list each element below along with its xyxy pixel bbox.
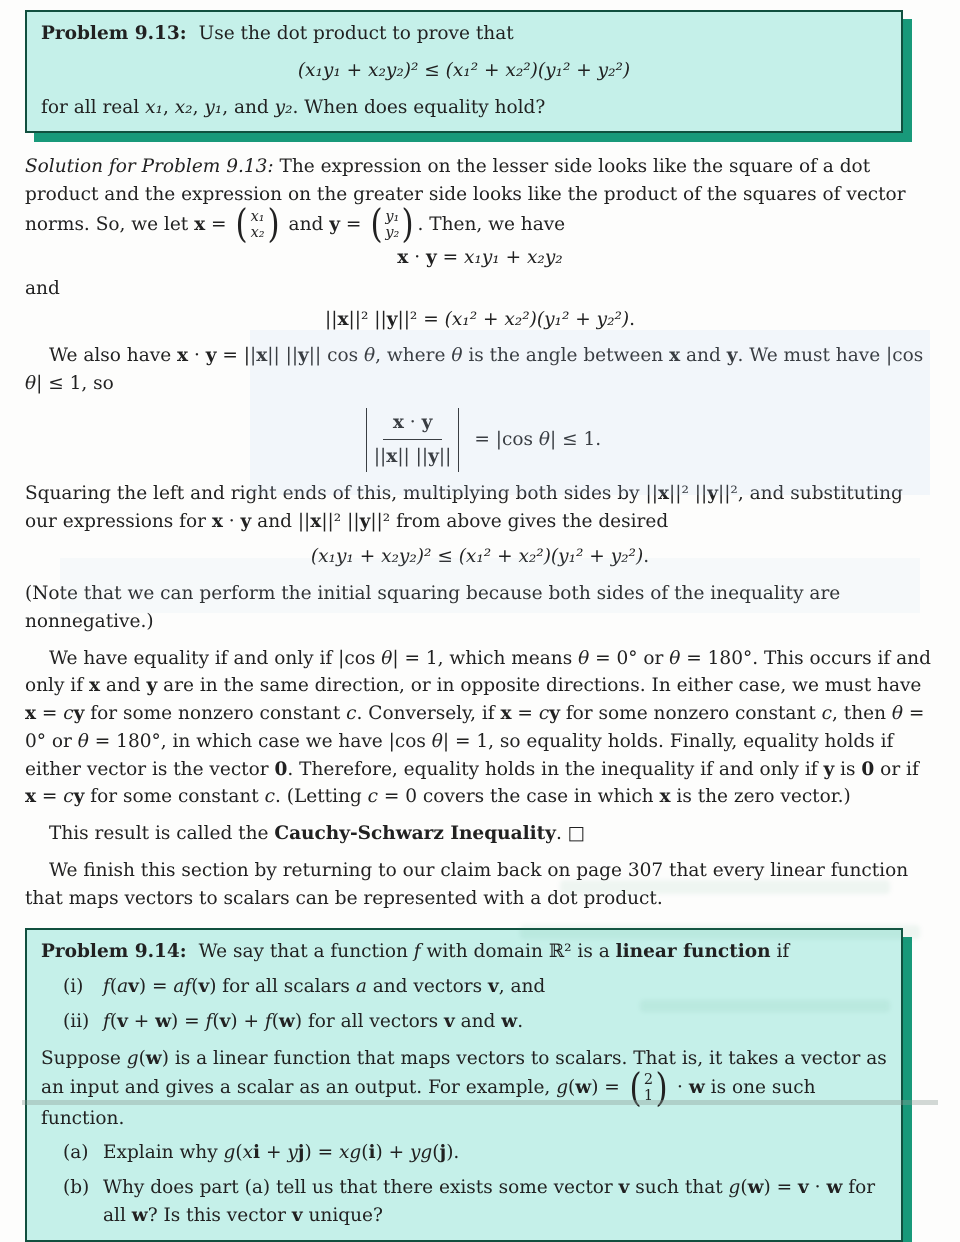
condition-i-label: (i) (63, 976, 84, 998)
condition-ii-text: f(v + w) = f(v) + f(w) for all vectors v and w. (103, 1010, 524, 1032)
equation-913: (x₁y₁ + x₂y₂)² ≤ (x₁² + x₂²)(y₁² + y₂²) (297, 59, 631, 81)
problem-913-title (41, 20, 887, 48)
part-a-label: (a) (63, 1142, 89, 1164)
column-vector: ( y₁ y₂ ) (370, 202, 414, 248)
problem-913-box (25, 10, 903, 133)
condition-ii-label: (ii) (63, 1010, 90, 1032)
solution-section (25, 153, 935, 912)
part-b-label: (b) (63, 1177, 90, 1199)
cauchy-schwarz-paragraph: This result is called the Cauchy-Schwarz Inequality. □ (49, 823, 586, 845)
fraction (374, 409, 452, 472)
part-b (63, 1174, 887, 1230)
solution-paragraph-1: Solution for Problem 9.13: The expression on the lesser side looks like the square of a dot product and the expression on the greater side looks like the product of the squares of vector norms. So, we let x = ( x₁ x₂ ) and y = ( y₁ y₂ ) . Then, we have (25, 156, 906, 248)
column-vector: ( x₁ x₂ ) (235, 202, 280, 248)
condition-i (63, 973, 887, 1001)
condition-i-text: f(av) = af(v) for all scalars a and vectors v, and (103, 976, 546, 998)
equality-paragraph: We have equality if and only if |cos θ| = 1, which means θ = 0° or θ = 180°. This occurs if and only if x and y are in the same direction, or in opposite directions. In either case, we must have x = cy for some nonzero constant c. Conversely, if x = cy for some nonzero constant c, then θ = 0° or θ = 180°, in which case we have |cos θ| = 1, so equality holds. Finally, equality holds if either vector is the vector 0. Therefore, equality holds in the inequality if and only if y is 0 or if x = cy for some constant c. (Letting c = 0 covers the case in which x is the zero vector.) (25, 647, 931, 808)
part-a-text: Explain why g(xi + yj) = xg(i) + yg(j). (103, 1142, 460, 1164)
fraction-denominator: ||x|| ||y|| (373, 446, 452, 468)
problem-913-label: Problem 9.13: (41, 23, 187, 44)
part-b-text: Why does part (a) tell us that there exists some vector v such that g(w) = v · w for all w? Is this vector v unique? (103, 1177, 876, 1226)
problem-914-box (25, 928, 903, 1241)
finish-paragraph: We finish this section by returning to our claim back on page 307 that every linear function that maps vectors to scalars can be represented with a dot product. (25, 859, 909, 909)
and-connector: and (25, 277, 60, 299)
solution-paragraph-3: Squaring the left and right ends of this, multiplying both sides by ||x||² ||y||², and substituting our expressions for x · y and ||x||² ||y||² from above gives the desired (25, 482, 903, 532)
problem-913-intro: Use the dot product to prove that (198, 23, 514, 44)
equation-norms: ||x||² ||y||² = (x₁² + x₂²)(y₁² + y₂²). (324, 308, 636, 330)
equation-dot-product: x · y = x₁y₁ + x₂y₂ (397, 247, 563, 269)
problem-914-title (41, 938, 887, 966)
problem-914-intro: We say that a function f with domain ℝ² is a linear function if (198, 941, 790, 963)
equation-abs-fraction (25, 408, 935, 472)
abs-bar-left (366, 408, 367, 472)
problem-913-outro: for all real x₁, x₂, y₁, and y₂. When does equality hold? (41, 96, 546, 118)
fraction-rhs: = |cos θ| ≤ 1. (474, 428, 602, 450)
column-vector: ( 2 1 ) (629, 1065, 668, 1111)
part-a (63, 1139, 887, 1167)
fraction-numerator: x · y (383, 409, 442, 441)
suppose-paragraph: Suppose g(w) is a linear function that maps vectors to scalars. That is, it takes a vector as an input and gives a scalar as an output. For example, g(w) = ( 2 1 ) · w is one such function. (41, 1047, 887, 1129)
equation-result: (x₁y₁ + x₂y₂)² ≤ (x₁² + x₂²)(y₁² + y₂²). (310, 546, 650, 568)
note-paragraph: (Note that we can perform the initial squaring because both sides of the inequality are nonnegative.) (25, 583, 841, 632)
abs-bar-right (458, 408, 459, 472)
condition-ii (63, 1008, 887, 1036)
solution-paragraph-2: We also have x · y = ||x|| ||y|| cos θ, where θ is the angle between x and y. We must have |cos θ| ≤ 1, so (25, 345, 924, 395)
problem-914-label: Problem 9.14: (41, 941, 187, 963)
